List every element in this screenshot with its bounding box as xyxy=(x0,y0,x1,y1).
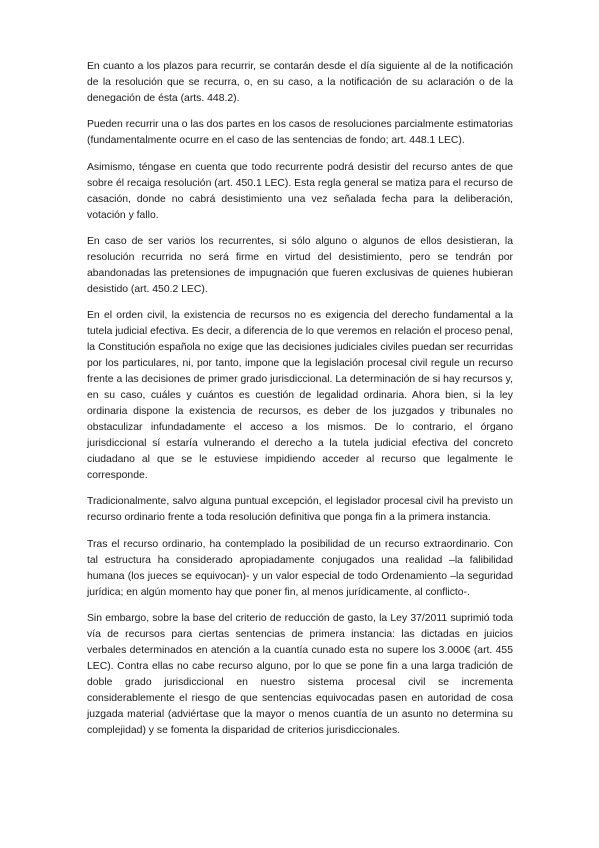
paragraph-ley-37-2011: Sin embargo, sobre la base del criterio de reducción de gasto, la Ley 37/2011 suprimió toda vía de recursos para ciertas sentencias de primera instancia: las dictadas en juicios verbales determinados en atención a la cuantía cunado esta no supere los 3.000€ (art. 455 LEC). Contra ellas no cabe recurso alguno, por lo que se pone fin a una larga tradición de doble grado jurisdiccional en nuestro sistema procesal civil se incrementa considerablemente el riesgo de que sentencias equivocadas pasen en autoridad de cosa juzgada material (adviértase que la mayor o menos cuantía de un asunto no determina su complejidad) y se fomenta la disparidad de criterios jurisdiccionales. xyxy=(87,613,513,737)
paragraph-resoluciones-parcialmente-estimatorias: Pueden recurrir una o las dos partes en los casos de resoluciones parcialmente estimatorias (fundamentalmente ocurre en el caso de las sentencias de fondo; art. 448.1 LEC). xyxy=(87,119,513,147)
paragraph-desistimiento: Asimismo, téngase en cuenta que todo recurrente podrá desistir del recurso antes de que sobre él recaiga resolución (art. 450.1 LEC). Esta regla general se matiza para el recurso de casación, donde no cabrá desistimiento una vez señalada fecha para la deliberación, votación y fallo. xyxy=(87,161,513,221)
paragraph-orden-civil: En el orden civil, la existencia de recursos no es exigencia del derecho fundamental a la tutela judicial efectiva. Es decir, a diferencia de lo que veremos en relación el proceso penal, la Constitución española no exige que las decisiones judiciales civiles puedan ser recurridas por los particulares, ni, por tanto, impone que la legislación procesal civil regule un recurso frente a las decisiones de primer grado jurisdiccional. La determinación de si hay recursos y, en su caso, cuáles y cuántos es cuestión de legalidad ordinaria. Ahora bien, si la ley ordinaria dispone la existencia de recursos, es deber de los juzgados y tribunales no obstaculizar infundadamente el acceso a los mismos. De lo contrario, el órgano jurisdiccional sí estaría vulnerando el derecho a la tutela judicial efectiva del concreto ciudadano al que se le estuviese impidiendo acceder al recurso que legalmente le corresponde. xyxy=(87,310,513,482)
paragraph-tradicionalmente: Tradicionalmente, salvo alguna puntual excepción, el legislador procesal civil ha previsto un recurso ordinario frente a toda resolución definitiva que ponga fin a la primera instancia. xyxy=(87,496,513,524)
document-body xyxy=(87,59,513,749)
paragraph-plazos-recurrir: En cuanto a los plazos para recurrir, se contarán desde el día siguiente al de la notificación de la resolución que se recurra, o, en su caso, a la notificación de su aclaración o de la denegación de ésta (arts. 448.2). xyxy=(87,61,513,104)
paragraph-recurso-extraordinario: Tras el recurso ordinario, ha contemplado la posibilidad de un recurso extraordinario. Con tal estructura ha considerado apropiadamente conjugados una realidad –la falibilidad humana (los jueces se equivocan)- y un valor especial de todo Ordenamiento –la seguridad jurídica; en algún momento hay que poner fin, al menos jurídicamente, al conflicto-. xyxy=(87,538,513,598)
paragraph-varios-recurrentes: En caso de ser varios los recurrentes, si sólo alguno o algunos de ellos desistieran, la resolución recurrida no será firme en virtud del desistimiento, pero se tendrán por abandonadas las pretensiones de impugnación que fueren exclusivas de quienes hubieran desistido (art. 450.2 LEC). xyxy=(87,235,513,295)
